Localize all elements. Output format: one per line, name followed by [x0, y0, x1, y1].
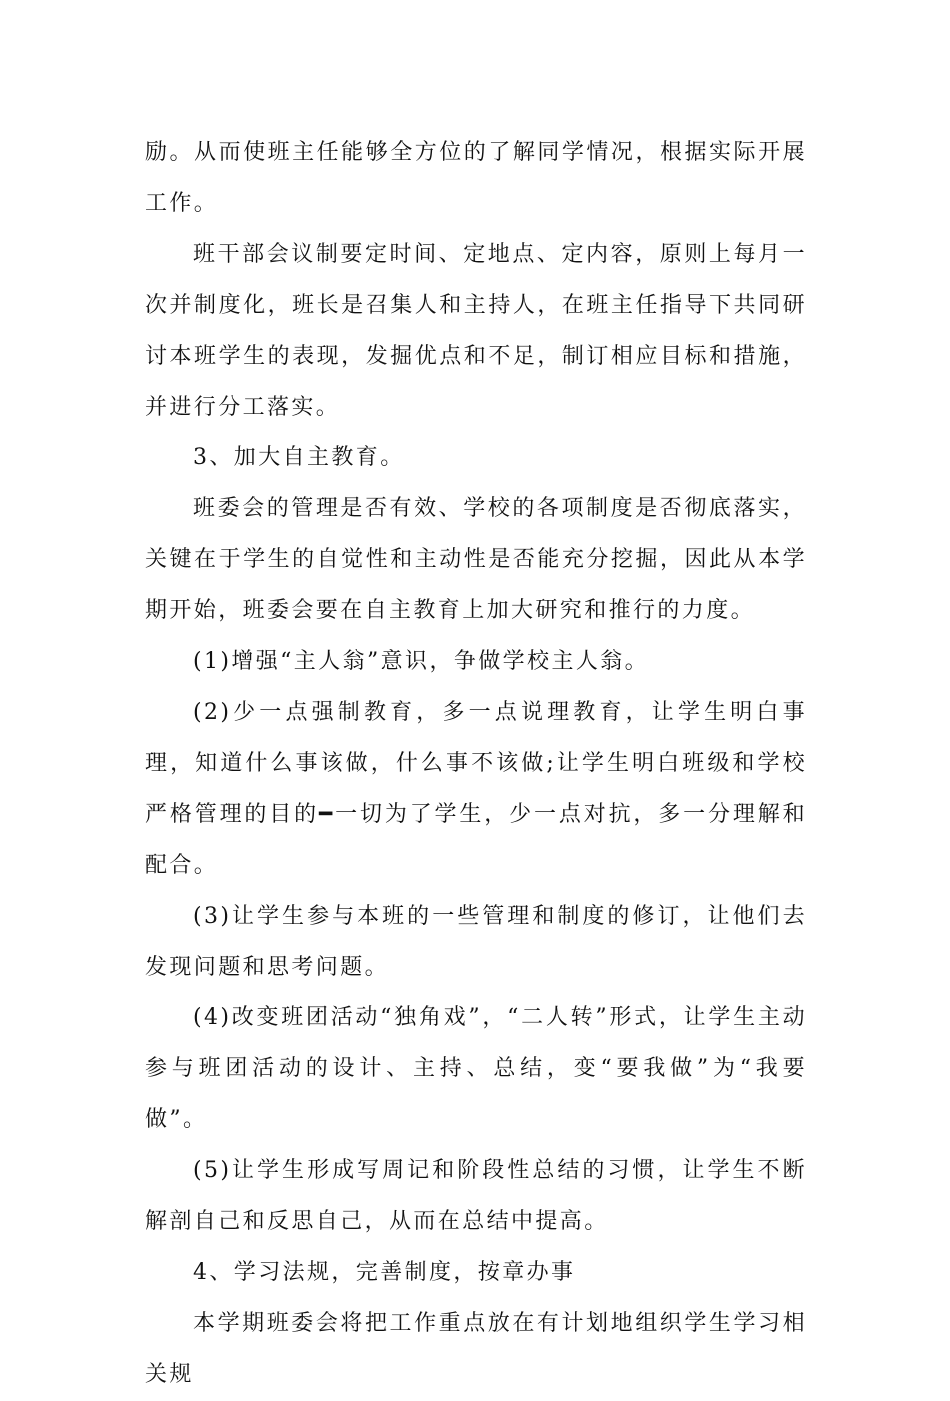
- paragraph-4: 班委会的管理是否有效、学校的各项制度是否彻底落实，关键在于学生的自觉性和主动性是否能充分挖掘，因此从本学期开始，班委会要在自主教育上加大研究和推行的力度。: [145, 496, 807, 624]
- document-body: [145, 128, 807, 1401]
- paragraph-last: 本学期班委会将把工作重点放在有计划地组织学生学习相关规: [145, 1310, 807, 1387]
- list-item-2: (2)少一点强制教育，多一点说理教育，让学生明白事理，知道什么事该做，什么事不该做;让学生明白班级和学校严格管理的目的━一切为了学生，少一点对抗，多一分理解和配合。: [145, 699, 807, 878]
- heading-4: 4、学习法规，完善制度，按章办事: [193, 1259, 576, 1285]
- list-item-3: (3)让学生参与本班的一些管理和制度的修订，让他们去发现问题和思考问题。: [145, 903, 807, 980]
- list-item-4: (4)改变班团活动“独角戏”，“二人转”形式，让学生主动参与班团活动的设计、主持、总结，变“要我做”为“我要做”。: [145, 1005, 807, 1133]
- paragraph-2: 班干部会议制要定时间、定地点、定内容，原则上每月一次并制度化，班长是召集人和主持人，在班主任指导下共同研讨本班学生的表现，发掘优点和不足，制订相应目标和措施，并进行分工落实。: [145, 241, 807, 420]
- paragraph-1: 励。从而使班主任能够全方位的了解同学情况，根据实际开展工作。: [145, 140, 807, 216]
- heading-3: 3、加大自主教育。: [193, 445, 405, 471]
- list-item-1: (1)增强“主人翁”意识，争做学校主人翁。: [193, 649, 650, 675]
- list-item-5: (5)让学生形成写周记和阶段性总结的习惯，让学生不断解剖自己和反思自己，从而在总结中提高。: [145, 1158, 807, 1235]
